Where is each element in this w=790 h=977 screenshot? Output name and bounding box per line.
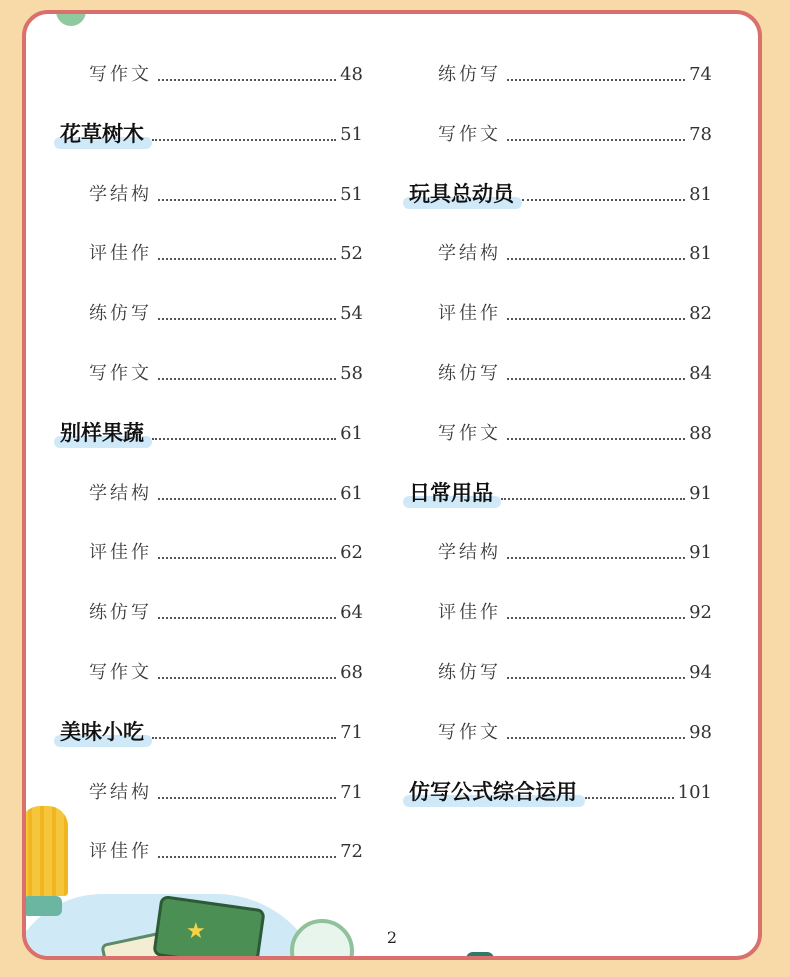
subsection-title: 练仿写	[438, 662, 501, 683]
dot-leader	[507, 557, 685, 559]
dot-leader	[507, 318, 685, 320]
dot-leader	[507, 378, 685, 380]
toc-page-number: 101	[677, 781, 712, 803]
toc-subsection-entry[interactable]	[58, 231, 363, 265]
decoration-blob	[466, 952, 494, 960]
subsection-title: 学结构	[438, 542, 501, 564]
toc-entry-label-wrap	[58, 782, 152, 804]
toc-section-entry[interactable]	[407, 471, 712, 505]
toc-page-number: 88	[689, 422, 712, 444]
toc-page-number: 51	[340, 183, 363, 205]
toc-page-number: 54	[340, 303, 363, 325]
dot-leader	[152, 737, 336, 739]
toc-entry-label-wrap	[407, 542, 501, 564]
dot-leader	[158, 856, 336, 858]
toc-subsection-entry[interactable]	[407, 710, 712, 744]
leaf-decoration	[56, 10, 86, 26]
toc-section-entry[interactable]	[58, 112, 363, 146]
toc-entry-label-wrap	[58, 602, 152, 624]
toc-page-number: 61	[340, 422, 363, 444]
dot-leader	[152, 438, 336, 440]
dot-leader	[507, 617, 685, 619]
subsection-title: 学结构	[89, 183, 152, 205]
dot-leader	[507, 438, 685, 440]
section-title: 美味小吃	[60, 719, 144, 744]
subsection-title: 评佳作	[438, 303, 501, 325]
subsection-title: 写作文	[89, 662, 152, 683]
dot-leader	[158, 557, 336, 559]
toc-page-number: 78	[689, 123, 712, 145]
toc-page-number: 48	[340, 64, 363, 85]
toc-entry-label-wrap	[407, 303, 501, 325]
toc-page-number: 71	[340, 721, 363, 743]
dot-leader	[507, 79, 685, 81]
subsection-title: 写作文	[438, 123, 501, 145]
toc-section-entry[interactable]	[407, 172, 712, 206]
dot-leader	[152, 139, 336, 141]
toc-entry-label-wrap	[407, 780, 579, 804]
toc-page-number: 91	[689, 482, 712, 504]
toc-section-entry[interactable]	[58, 411, 363, 445]
section-title: 花草树木	[60, 121, 144, 146]
toc-page-number: 62	[340, 542, 363, 564]
toc-subsection-entry[interactable]	[58, 770, 363, 804]
dot-leader	[507, 737, 685, 739]
toc-entry-label-wrap	[58, 243, 152, 265]
toc-entry-label-wrap	[58, 184, 152, 206]
toc-subsection-entry[interactable]	[407, 650, 712, 684]
dot-leader	[158, 617, 336, 619]
subsection-title: 写作文	[438, 721, 501, 743]
toc-entry-label-wrap	[407, 662, 501, 684]
dot-leader	[158, 318, 336, 320]
toc-entry-label-wrap	[407, 423, 501, 445]
toc-entry-label-wrap	[407, 182, 516, 206]
toc-page-number: 91	[689, 542, 712, 564]
toc-page-number: 92	[689, 602, 712, 624]
dot-leader	[158, 677, 336, 679]
toc-entry-label-wrap	[58, 64, 152, 86]
subsection-title: 评佳作	[438, 602, 501, 624]
toc-subsection-entry[interactable]	[407, 351, 712, 385]
dot-leader	[158, 797, 336, 799]
page-number: 2	[386, 928, 398, 947]
toc-subsection-entry[interactable]	[58, 590, 363, 624]
subsection-title: 写作文	[89, 64, 152, 85]
subsection-title: 学结构	[89, 482, 152, 504]
toc-subsection-entry[interactable]	[407, 411, 712, 445]
toc-entry-label-wrap	[58, 122, 146, 146]
toc-page-number: 74	[689, 64, 712, 85]
toc-page-number: 98	[689, 721, 712, 743]
toc-page-number: 72	[340, 841, 363, 863]
dot-leader	[158, 79, 336, 81]
toc-entry-label-wrap	[407, 243, 501, 265]
toc-entry-label-wrap	[407, 124, 501, 146]
dot-leader	[522, 199, 685, 201]
subsection-title: 评佳作	[89, 542, 152, 564]
dot-leader	[158, 378, 336, 380]
section-title: 玩具总动员	[409, 181, 514, 206]
dot-leader	[507, 258, 685, 260]
subsection-title: 学结构	[89, 781, 152, 803]
subsection-title: 练仿写	[438, 64, 501, 85]
toc-page-number: 94	[689, 662, 712, 683]
toc-entry-label-wrap	[407, 722, 501, 744]
section-title: 日常用品	[409, 480, 493, 505]
star-icon: ★	[186, 919, 206, 944]
toc-entry-label-wrap	[407, 602, 501, 624]
toc-page-number: 58	[340, 363, 363, 384]
toc-section-entry[interactable]	[58, 710, 363, 744]
subsection-title: 评佳作	[89, 841, 152, 863]
toc-page-number: 81	[689, 183, 712, 205]
subsection-title: 学结构	[438, 243, 501, 265]
toc-subsection-entry[interactable]	[58, 471, 363, 505]
toc-subsection-entry[interactable]	[58, 172, 363, 206]
dot-leader	[158, 498, 336, 500]
section-title: 别样果蔬	[60, 420, 144, 445]
toc-section-entry[interactable]	[407, 770, 712, 804]
toc-entry-label-wrap	[58, 662, 152, 684]
subsection-title: 评佳作	[89, 243, 152, 265]
toc-entry-label-wrap	[407, 363, 501, 385]
subsection-title: 练仿写	[89, 602, 152, 624]
toc-subsection-entry[interactable]	[58, 829, 363, 863]
toc-subsection-entry[interactable]	[58, 291, 363, 325]
toc-entry-label-wrap	[58, 720, 146, 744]
toc-subsection-entry[interactable]	[407, 590, 712, 624]
dot-leader	[507, 677, 685, 679]
toc-page-number: 81	[689, 243, 712, 265]
subsection-title: 练仿写	[438, 363, 501, 384]
toc-subsection-entry[interactable]	[407, 530, 712, 564]
toc-page-number: 84	[689, 363, 712, 384]
toc-entry-label-wrap	[407, 481, 495, 505]
subsection-title: 练仿写	[89, 303, 152, 325]
toc-entry-label-wrap	[58, 483, 152, 505]
toc-page	[22, 10, 762, 960]
dot-leader	[501, 498, 685, 500]
toc-subsection-entry[interactable]	[407, 291, 712, 325]
toc-page-number: 52	[340, 243, 363, 265]
toc-page-number: 61	[340, 482, 363, 504]
toc-entry-label-wrap	[58, 542, 152, 564]
toc-page-number: 82	[689, 303, 712, 325]
lamp-base-illustration	[22, 896, 62, 916]
toc-entry-label-wrap	[407, 64, 501, 86]
dot-leader	[158, 199, 336, 201]
subsection-title: 写作文	[89, 363, 152, 384]
toc-page-number: 71	[340, 781, 363, 803]
toc-subsection-entry[interactable]	[58, 530, 363, 564]
toc-subsection-entry[interactable]	[58, 351, 363, 385]
toc-entry-label-wrap	[58, 841, 152, 863]
dot-leader	[585, 797, 674, 799]
toc-entry-label-wrap	[58, 421, 146, 445]
toc-subsection-entry[interactable]	[407, 231, 712, 265]
toc-subsection-entry[interactable]	[58, 650, 363, 684]
toc-page-number: 51	[340, 123, 363, 145]
toc-entry-label-wrap	[58, 303, 152, 325]
lamp-illustration	[22, 806, 68, 896]
toc-subsection-entry[interactable]	[407, 112, 712, 146]
toc-page-number: 64	[340, 602, 363, 624]
toc-subsection-entry[interactable]	[407, 52, 712, 86]
toc-page-number: 68	[340, 662, 363, 683]
toc-subsection-entry[interactable]	[58, 52, 363, 86]
dot-leader	[158, 258, 336, 260]
dot-leader	[507, 139, 685, 141]
toc-entry-label-wrap	[58, 363, 152, 385]
section-title: 仿写公式综合运用	[409, 779, 577, 804]
subsection-title: 写作文	[438, 422, 501, 444]
